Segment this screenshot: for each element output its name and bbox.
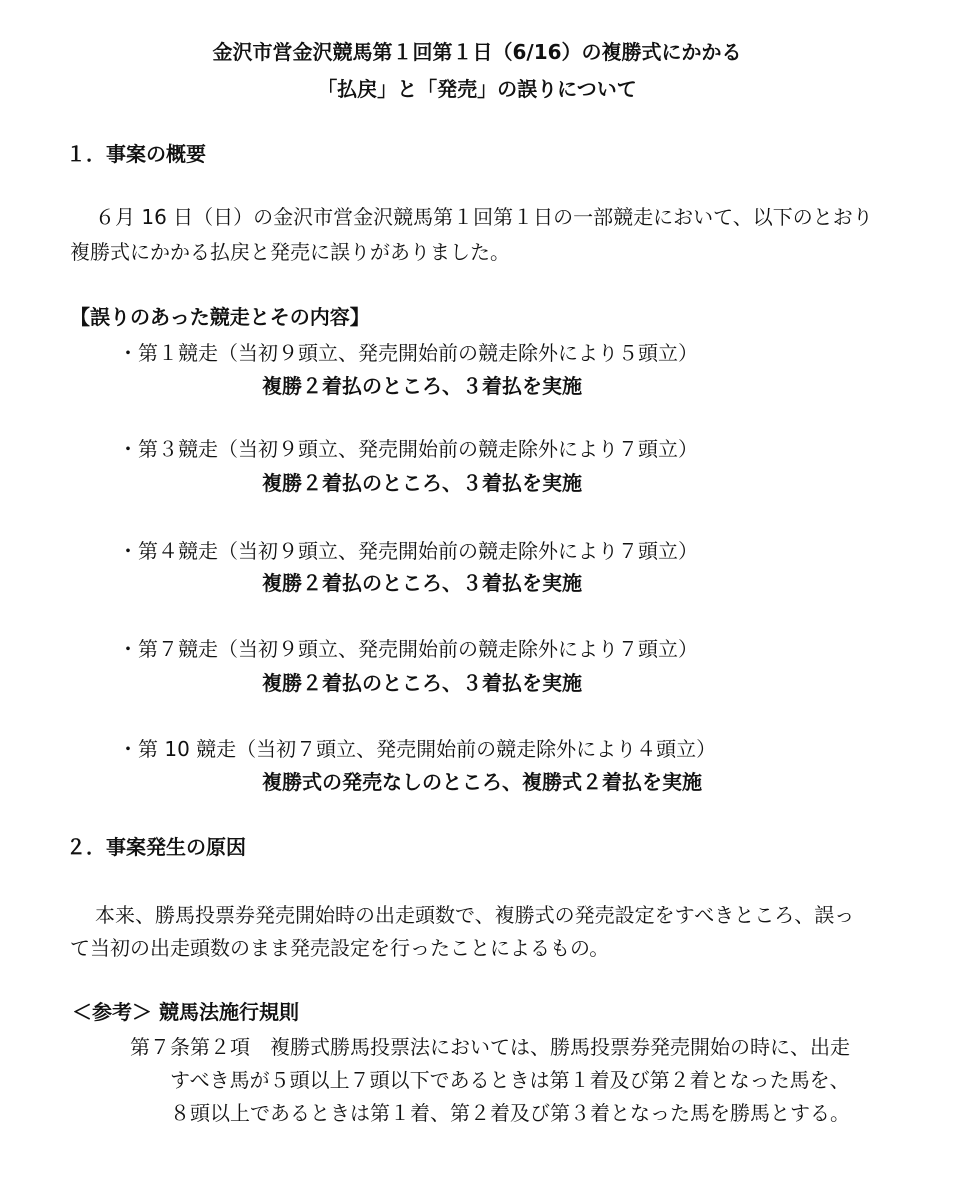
reference-line-3: ８頭以上であるときは第１着、第２着及び第３着となった馬を勝馬とする。 <box>170 1101 850 1125</box>
section-2-paragraph-line-2: て当初の出走頭数のまま発売設定を行ったことによるもの。 <box>70 936 610 960</box>
race-1-summary: ・第１競走（当初９頭立、発売開始前の競走除外により５頭立） <box>118 341 698 365</box>
race-4-summary: ・第４競走（当初９頭立、発売開始前の競走除外により７頭立） <box>118 539 698 563</box>
document-title-line-2: 「払戻」と「発売」の誤りについて <box>317 77 637 101</box>
section-2-paragraph-line-1: 本来、勝馬投票券発売開始時の出走頭数で、複勝式の発売設定をすべきところ、誤っ <box>95 903 855 927</box>
section-1-paragraph-line-2: 複勝式にかかる払戻と発売に誤りがありました。 <box>70 240 510 264</box>
race-3-detail: 複勝２着払のところ、３着払を実施 <box>262 471 582 495</box>
race-1-detail: 複勝２着払のところ、３着払を実施 <box>262 374 582 398</box>
reference-line-2: すべき馬が５頭以上７頭以下であるときは第１着及び第２着となった馬を、 <box>170 1068 850 1092</box>
section-1-heading: １．事案の概要 <box>66 142 206 166</box>
race-4-detail: 複勝２着払のところ、３着払を実施 <box>262 571 582 595</box>
reference-line-1: 第７条第２項 複勝式勝馬投票法においては、勝馬投票券発売開始の時に、出走 <box>130 1035 850 1059</box>
race-7-detail: 複勝２着払のところ、３着払を実施 <box>262 671 582 695</box>
race-10-summary: ・第 10 競走（当初７頭立、発売開始前の競走除外により４頭立） <box>118 737 717 761</box>
race-10-detail: 複勝式の発売なしのところ、複勝式２着払を実施 <box>262 770 702 794</box>
section-1-paragraph-line-1: ６月 16 日（日）の金沢市営金沢競馬第１回第１日の一部競走において、以下のとおり <box>95 205 873 229</box>
section-2-heading: ２．事案発生の原因 <box>66 835 246 859</box>
reference-heading: ＜参考＞ 競馬法施行規則 <box>72 1000 299 1024</box>
race-3-summary: ・第３競走（当初９頭立、発売開始前の競走除外により７頭立） <box>118 437 698 461</box>
document-title-line-1: 金沢市営金沢競馬第１回第１日（6/16）の複勝式にかかる <box>212 40 742 64</box>
error-list-heading: 【誤りのあった競走とその内容】 <box>70 305 370 329</box>
race-7-summary: ・第７競走（当初９頭立、発売開始前の競走除外により７頭立） <box>118 637 698 661</box>
